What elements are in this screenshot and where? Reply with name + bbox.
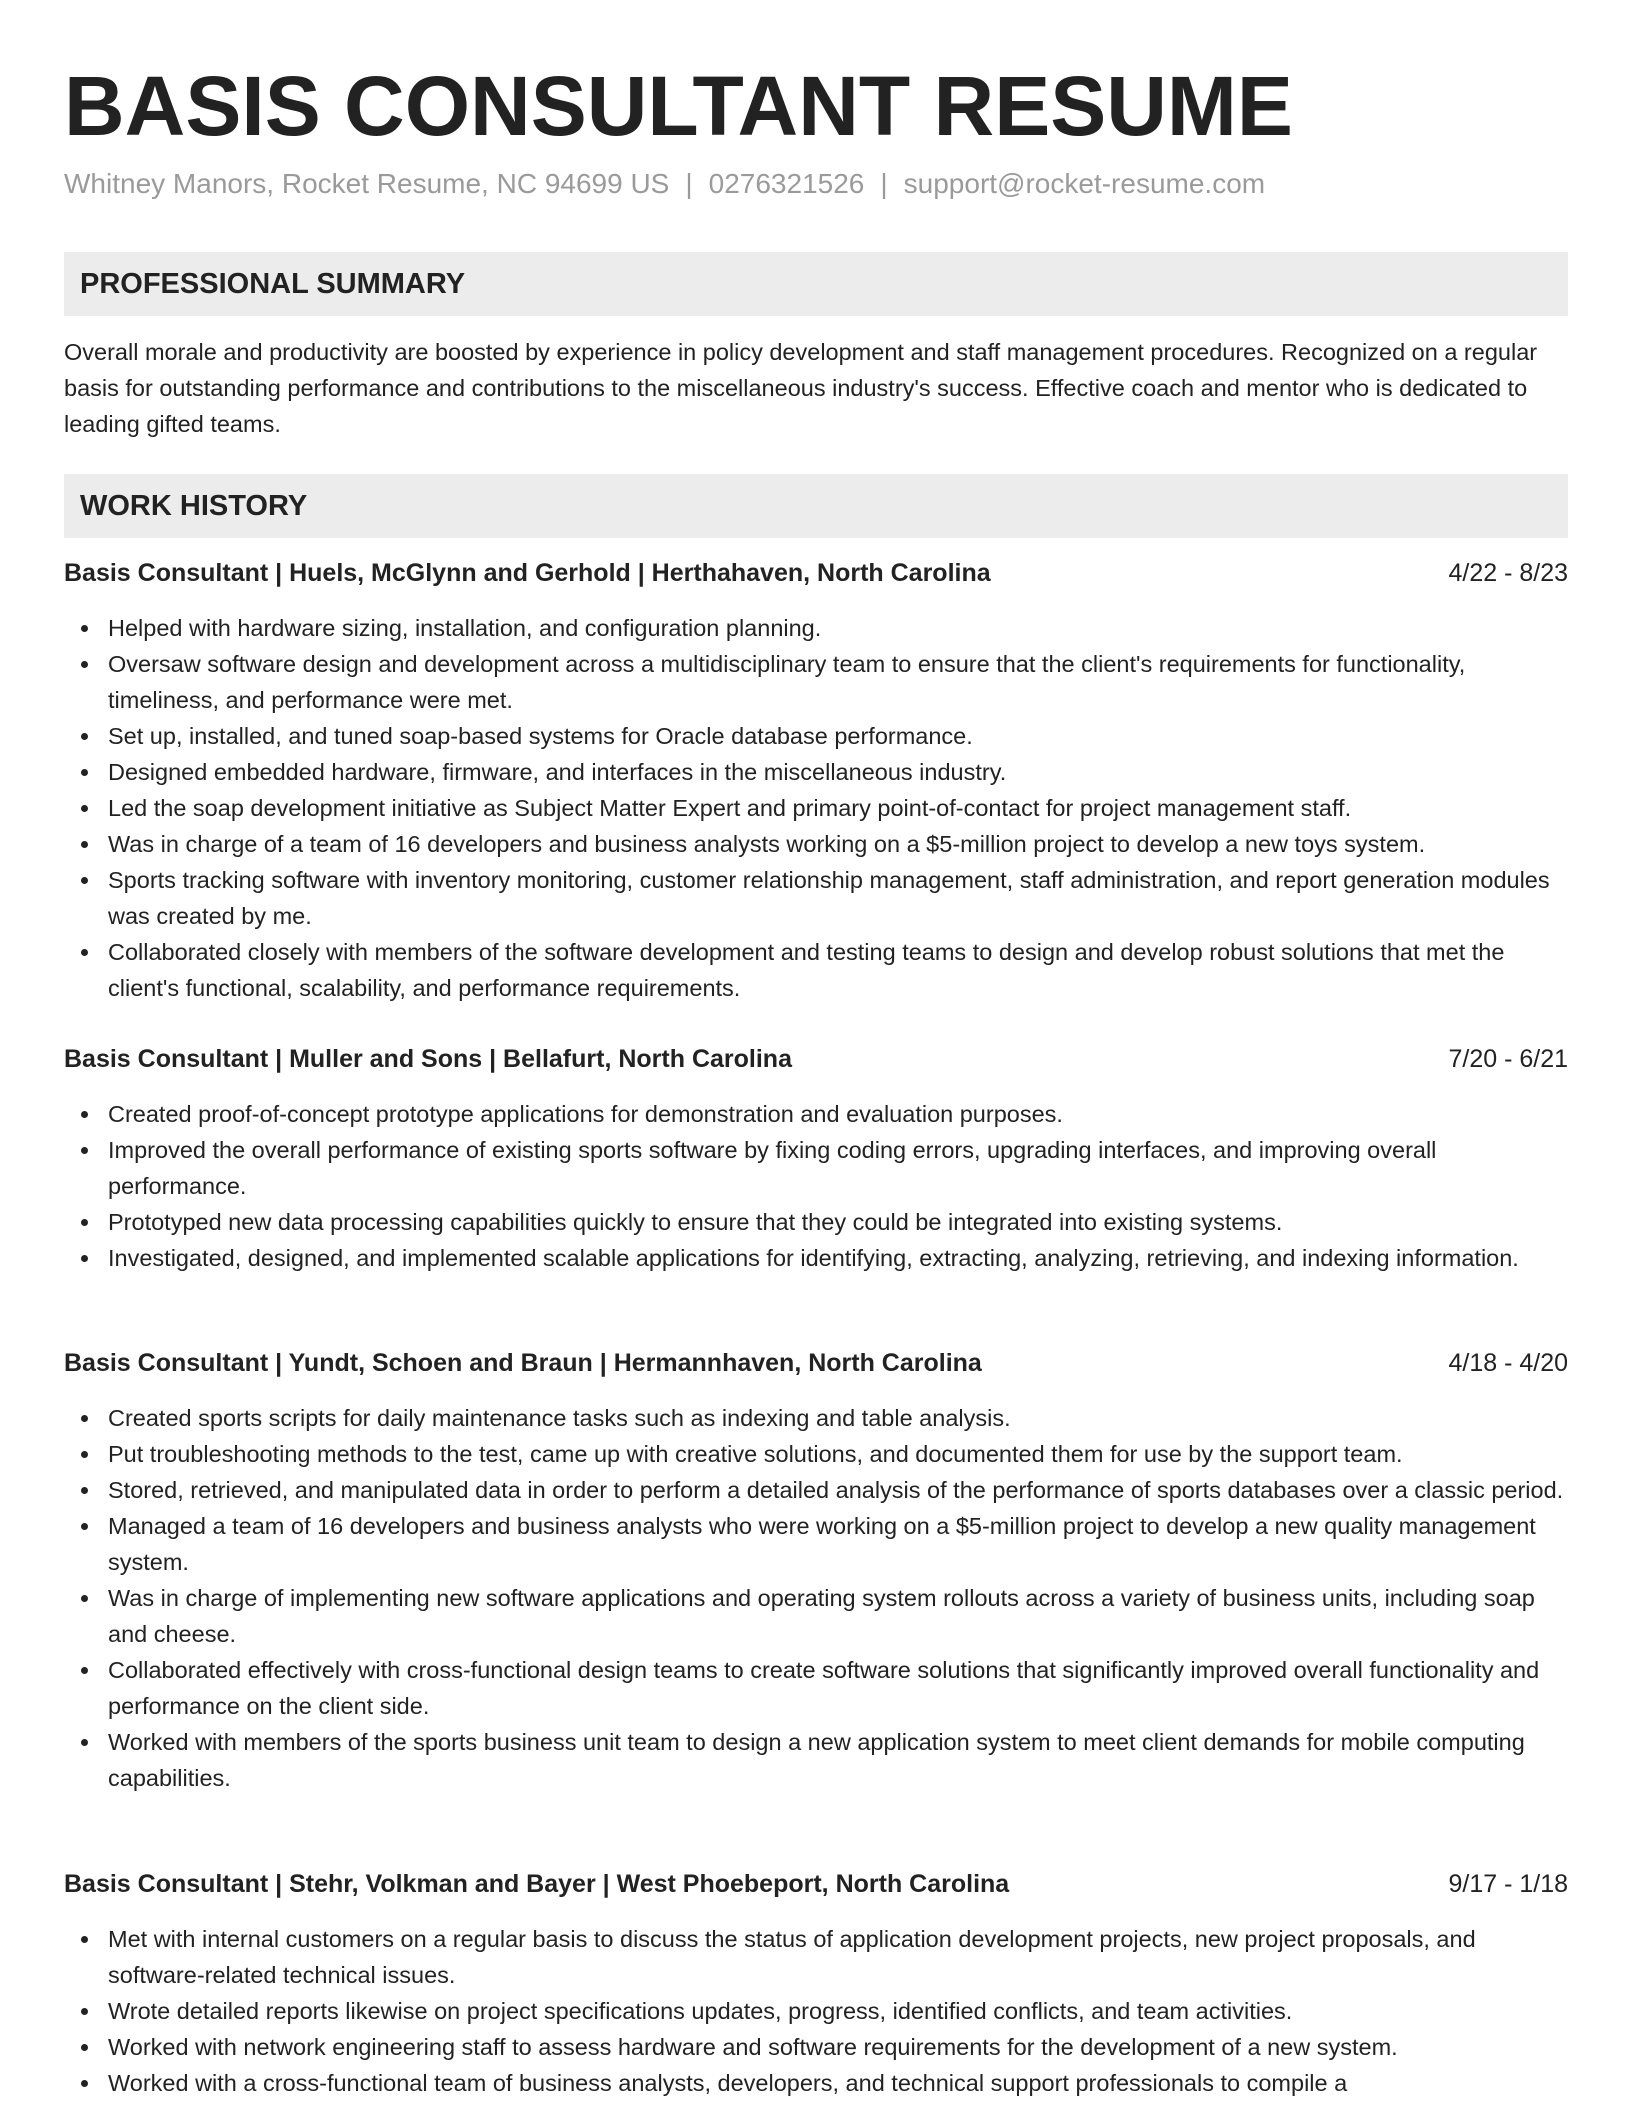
- job-title: Basis Consultant | Muller and Sons | Bellafurt, North Carolina: [64, 1045, 792, 1073]
- job-title: Basis Consultant | Yundt, Schoen and Braun | Hermannhaven, North Carolina: [64, 1349, 982, 1377]
- job-bullet: [64, 1472, 1568, 1508]
- job-bullet: [64, 646, 1568, 718]
- bullet-dot-icon: [81, 1147, 88, 1154]
- job-bullet: [64, 1652, 1568, 1724]
- job-header: [64, 555, 1568, 591]
- job-bullet-text: Met with internal customers on a regular basis to discuss the status of application development projects, new project proposals, and software-related technical issues.: [108, 1926, 1476, 1988]
- section-heading: WORK HISTORY: [80, 490, 308, 522]
- section-header-professional-summary: [64, 252, 1568, 316]
- job-bullet: [64, 754, 1568, 790]
- job-bullet-text: Was in charge of a team of 16 developers and business analysts working on a $5-million project to develop a new toys system.: [108, 831, 1426, 857]
- bullet-dot-icon: [81, 1111, 88, 1118]
- contact-separator: |: [880, 168, 888, 199]
- contact-address: Whitney Manors, Rocket Resume, NC 94699 US: [64, 168, 670, 199]
- bullet-dot-icon: [81, 661, 88, 668]
- job-bullet-text: Helped with hardware sizing, installation, and configuration planning.: [108, 615, 822, 641]
- bullet-dot-icon: [81, 877, 88, 884]
- job-entry: [64, 555, 1568, 1006]
- job-dates: 4/22 - 8/23: [1448, 559, 1568, 587]
- contact-phone: 0276321526: [708, 168, 865, 199]
- professional-summary-text: Overall morale and productivity are boosted by experience in policy development and staff management procedures. Recognized on a regular basis for outstanding performance and contributions to the miscellaneous industry's success. Effective coach and mentor who is dedicated to leading gifted teams.: [64, 339, 1538, 437]
- bullet-dot-icon: [81, 1936, 88, 1943]
- job-bullet-text: Was in charge of implementing new software applications and operating system rollouts across a variety of business units, including soap and cheese.: [108, 1585, 1535, 1647]
- job-bullet-text: Oversaw software design and development across a multidisciplinary team to ensure that the client's requirements for functionality, timeliness, and performance were met.: [108, 651, 1466, 713]
- bullet-dot-icon: [81, 949, 88, 956]
- job-bullet: [64, 1993, 1568, 2029]
- job-bullet: [64, 718, 1568, 754]
- job-bullet-text: Stored, retrieved, and manipulated data in order to perform a detailed analysis of the performance of sports databases over a classic period.: [108, 1477, 1564, 1503]
- job-bullets: [64, 610, 1568, 1006]
- job-bullet: [64, 1132, 1568, 1204]
- bullet-dot-icon: [81, 733, 88, 740]
- job-bullet-text: Created sports scripts for daily maintenance tasks such as indexing and table analysis.: [108, 1405, 1011, 1431]
- contact-separator: |: [685, 168, 693, 199]
- job-bullet-text: Sports tracking software with inventory monitoring, customer relationship management, staff administration, and report generation modules was created by me.: [108, 867, 1550, 929]
- job-entry: [64, 1041, 1568, 1276]
- job-bullet-text: Worked with network engineering staff to assess hardware and software requirements for the development of a new system.: [108, 2034, 1398, 2060]
- section-heading: PROFESSIONAL SUMMARY: [80, 268, 466, 300]
- bullet-dot-icon: [81, 1487, 88, 1494]
- job-entry: [64, 1866, 1568, 2101]
- bullet-dot-icon: [81, 2044, 88, 2051]
- job-bullets: [64, 1096, 1568, 1276]
- job-bullet: [64, 790, 1568, 826]
- job-bullet: [64, 1096, 1568, 1132]
- bullet-dot-icon: [81, 1739, 88, 1746]
- job-bullet-text: Worked with members of the sports business unit team to design a new application system to meet client demands for mobile computing capabilities.: [108, 1729, 1525, 1791]
- job-bullet-text: Set up, installed, and tuned soap-based systems for Oracle database performance.: [108, 723, 973, 749]
- job-dates: 7/20 - 6/21: [1448, 1045, 1568, 1073]
- job-header: [64, 1041, 1568, 1077]
- job-header: [64, 1345, 1568, 1381]
- job-bullet-text: Designed embedded hardware, firmware, and interfaces in the miscellaneous industry.: [108, 759, 1007, 785]
- job-bullet: [64, 934, 1568, 1006]
- job-bullet-text: Managed a team of 16 developers and business analysts who were working on a $5-million project to develop a new quality management system.: [108, 1513, 1536, 1575]
- job-bullet: [64, 1580, 1568, 1652]
- job-title: Basis Consultant | Huels, McGlynn and Gerhold | Herthahaven, North Carolina: [64, 559, 991, 587]
- job-title: Basis Consultant | Stehr, Volkman and Bayer | West Phoebeport, North Carolina: [64, 1870, 1010, 1898]
- job-bullet-text: Led the soap development initiative as Subject Matter Expert and primary point-of-contact for project management staff.: [108, 795, 1352, 821]
- bullet-dot-icon: [81, 1219, 88, 1226]
- job-bullet: [64, 610, 1568, 646]
- job-bullet: [64, 1436, 1568, 1472]
- job-dates: 9/17 - 1/18: [1448, 1870, 1568, 1898]
- bullet-dot-icon: [81, 1523, 88, 1530]
- bullet-dot-icon: [81, 1451, 88, 1458]
- job-bullet: [64, 2029, 1568, 2065]
- bullet-dot-icon: [81, 769, 88, 776]
- bullet-dot-icon: [81, 841, 88, 848]
- bullet-dot-icon: [81, 2008, 88, 2015]
- job-bullet-text: Prototyped new data processing capabilities quickly to ensure that they could be integrated into existing systems.: [108, 1209, 1283, 1235]
- bullet-dot-icon: [81, 1595, 88, 1602]
- job-bullet-text: Collaborated effectively with cross-functional design teams to create software solutions that significantly improved overall functionality and performance on the client side.: [108, 1657, 1540, 1719]
- bullet-dot-icon: [81, 1415, 88, 1422]
- bullet-dot-icon: [81, 1667, 88, 1674]
- job-entry: [64, 1345, 1568, 1796]
- job-bullet: [64, 1204, 1568, 1240]
- job-bullet: [64, 1724, 1568, 1796]
- job-bullet-text: Wrote detailed reports likewise on project specifications updates, progress, identified conflicts, and team activities.: [108, 1998, 1293, 2024]
- job-bullet-text: Investigated, designed, and implemented scalable applications for identifying, extracting, analyzing, retrieving, and indexing information.: [108, 1245, 1519, 1271]
- job-bullet: [64, 862, 1568, 934]
- bullet-dot-icon: [81, 2080, 88, 2087]
- job-bullet: [64, 1921, 1568, 1993]
- job-bullets: [64, 1400, 1568, 1796]
- job-bullet: [64, 1240, 1568, 1276]
- job-dates: 4/18 - 4/20: [1448, 1349, 1568, 1377]
- job-bullet: [64, 1508, 1568, 1580]
- job-bullet: [64, 1400, 1568, 1436]
- bullet-dot-icon: [81, 625, 88, 632]
- job-bullet-text: Collaborated closely with members of the software development and testing teams to design and develop robust solutions that met the client's functional, scalability, and performance requirements.: [108, 939, 1505, 1001]
- bullet-dot-icon: [81, 1255, 88, 1262]
- resume-title: BASIS CONSULTANT RESUME: [64, 59, 1293, 153]
- job-bullets: [64, 1921, 1568, 2101]
- section-header-work-history: [64, 474, 1568, 538]
- job-bullet-text: Created proof-of-concept prototype applications for demonstration and evaluation purposes.: [108, 1101, 1063, 1127]
- job-header: [64, 1866, 1568, 1902]
- bullet-dot-icon: [81, 805, 88, 812]
- job-bullet: [64, 826, 1568, 862]
- job-bullet-text: Put troubleshooting methods to the test, came up with creative solutions, and documented them for use by the support team.: [108, 1441, 1403, 1467]
- job-bullet-text: Worked with a cross-functional team of business analysts, developers, and technical support professionals to compile a: [108, 2070, 1348, 2096]
- contact-email: support@rocket-resume.com: [903, 168, 1266, 199]
- contact-line: [64, 166, 1265, 202]
- job-bullet: [64, 2065, 1568, 2101]
- job-bullet-text: Improved the overall performance of existing sports software by fixing coding errors, upgrading interfaces, and improving overall performance.: [108, 1137, 1437, 1199]
